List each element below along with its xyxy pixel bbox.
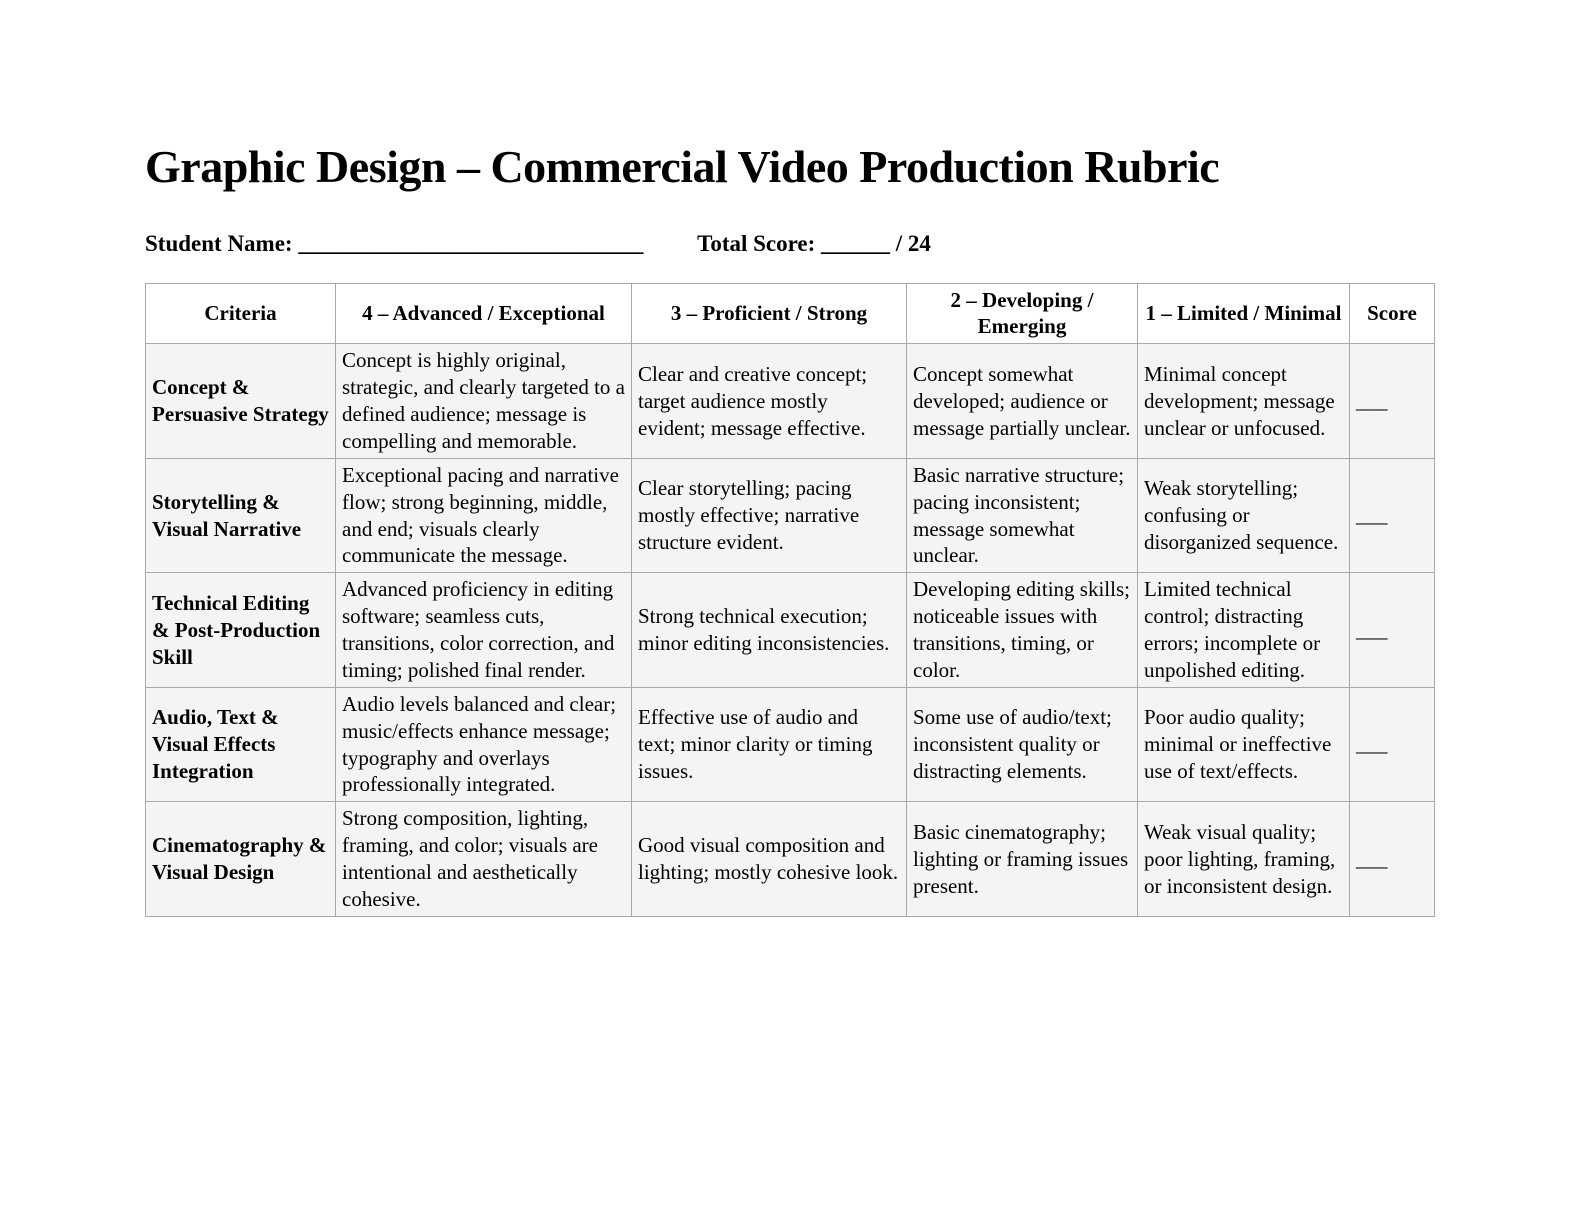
column-header-developing: 2 – Developing / Emerging (907, 283, 1138, 344)
level3-description: Strong technical execution; minor editing inconsistencies. (632, 573, 907, 688)
student-name-blank: ______________________________ (298, 230, 644, 256)
score-blank: ___ (1350, 573, 1435, 688)
level4-description: Advanced proficiency in editing software; seamless cuts, transitions, color correction, and timing; polished final render. (336, 573, 632, 688)
level3-description: Clear and creative concept; target audience mostly evident; message effective. (632, 344, 907, 459)
criteria-label: Audio, Text & Visual Effects Integration (146, 687, 336, 802)
score-blank: ___ (1350, 344, 1435, 459)
level2-description: Basic narrative structure; pacing inconsistent; message somewhat unclear. (907, 458, 1138, 573)
total-score-label: Total Score: (697, 230, 816, 256)
level3-description: Clear storytelling; pacing mostly effective; narrative structure evident. (632, 458, 907, 573)
column-header-advanced: 4 – Advanced / Exceptional (336, 283, 632, 344)
column-header-limited: 1 – Limited / Minimal (1138, 283, 1350, 344)
level4-description: Audio levels balanced and clear; music/effects enhance message; typography and overlays professionally integrated. (336, 687, 632, 802)
header-row (146, 283, 1435, 344)
level2-description: Basic cinematography; lighting or framing issues present. (907, 802, 1138, 917)
table-row-storytelling (146, 458, 1435, 573)
student-name-label: Student Name: (145, 230, 293, 256)
criteria-label: Concept & Persuasive Strategy (146, 344, 336, 459)
level1-description: Limited technical control; distracting errors; incomplete or unpolished editing. (1138, 573, 1350, 688)
criteria-label: Storytelling & Visual Narrative (146, 458, 336, 573)
column-header-proficient: 3 – Proficient / Strong (632, 283, 907, 344)
level1-description: Minimal concept development; message unclear or unfocused. (1138, 344, 1350, 459)
criteria-label: Technical Editing & Post-Production Skill (146, 573, 336, 688)
level2-description: Developing editing skills; noticeable issues with transitions, timing, or color. (907, 573, 1138, 688)
table-row-audio-text (146, 687, 1435, 802)
level4-description: Strong composition, lighting, framing, and color; visuals are intentional and aesthetically cohesive. (336, 802, 632, 917)
student-score-line (145, 231, 1434, 257)
level2-description: Some use of audio/text; inconsistent quality or distracting elements. (907, 687, 1138, 802)
level3-description: Effective use of audio and text; minor clarity or timing issues. (632, 687, 907, 802)
rubric-table (145, 283, 1435, 917)
table-row-concept (146, 344, 1435, 459)
table-row-technical-editing (146, 573, 1435, 688)
level1-description: Weak storytelling; confusing or disorganized sequence. (1138, 458, 1350, 573)
page-title: Graphic Design – Commercial Video Production Rubric (145, 141, 1220, 192)
score-blank: ___ (1350, 802, 1435, 917)
total-score-blank: ______ (821, 230, 891, 256)
total-score-suffix: / 24 (895, 230, 931, 256)
criteria-label: Cinematography & Visual Design (146, 802, 336, 917)
level1-description: Poor audio quality; minimal or ineffective use of text/effects. (1138, 687, 1350, 802)
level4-description: Exceptional pacing and narrative flow; strong beginning, middle, and end; visuals clearly communicate the message. (336, 458, 632, 573)
score-blank: ___ (1350, 687, 1435, 802)
level2-description: Concept somewhat developed; audience or message partially unclear. (907, 344, 1138, 459)
level4-description: Concept is highly original, strategic, and clearly targeted to a defined audience; message is compelling and memorable. (336, 344, 632, 459)
column-header-criteria: Criteria (146, 283, 336, 344)
table-row-cinematography (146, 802, 1435, 917)
level1-description: Weak visual quality; poor lighting, framing, or inconsistent design. (1138, 802, 1350, 917)
score-blank: ___ (1350, 458, 1435, 573)
level3-description: Good visual composition and lighting; mostly cohesive look. (632, 802, 907, 917)
column-header-score: Score (1350, 283, 1435, 344)
